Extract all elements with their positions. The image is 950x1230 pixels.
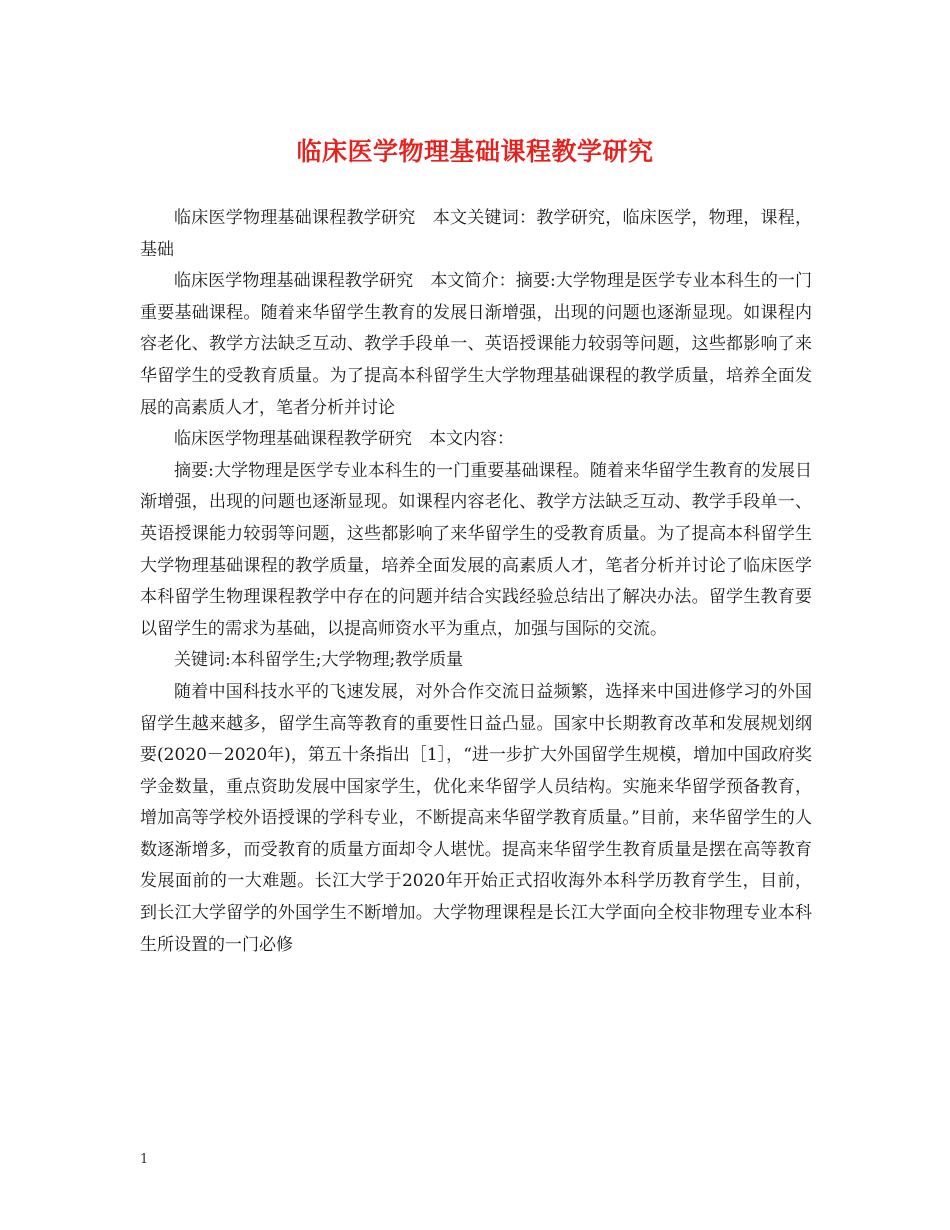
paragraph-content-heading: 临床医学物理基础课程教学研究 本文内容： [174, 429, 514, 450]
page-number: 1 [140, 1152, 149, 1167]
paragraph-abstract: 摘要:大学物理是医学专业本科生的一门重要基础课程。随着来华留学生教育的发展日渐增强，出现的问题也逐渐显现。如课程内容老化、教学方法缺乏互动、教学手段单一、英语授课能力较弱等问题，这些都影响了来华留学生的受教育质量。为了提高本科留学生大学物理基础课程的教学质量，培养全面发展的高素质人才，笔者分析并讨论了临床医学本科留学生物理课程教学中存在的问题并结合实践经验总结出了解决办法。留学生教育要以留学生的需求为基础，以提高师资水平为重点，加强与国际的交流。 [140, 460, 812, 639]
paragraph-summary-intro: 临床医学物理基础课程教学研究 本文简介：摘要:大学物理是医学专业本科生的一门重要基础课程。随着来华留学生教育的发展日渐增强，出现的问题也逐渐显现。如课程内容老化、教学方法缺乏互动、教学手段单一、英语授课能力较弱等问题，这些都影响了来华留学生的受教育质量。为了提高本科留学生大学物理基础课程的教学质量，培养全面发展的高素质人才，笔者分析并讨论 [140, 271, 812, 418]
paragraph-body: 随着中国科技水平的飞速发展，对外合作交流日益频繁，选择来中国进修学习的外国留学生越来越多，留学生高等教育的重要性日益凸显。国家中长期教育改革和发展规划纲要(2020－2020年)，第五十条指出［1］，“进一步扩大外国留学生规模，增加中国政府奖学金数量，重点资助发展中国家学生，优化来华留学人员结构。实施来华留学预备教育，增加高等学校外语授课的学科专业，不断提高来华留学教育质量。”目前，来华留学生的人数逐渐增多，而受教育的质量方面却令人堪忧。提高来华留学生教育质量是摆在高等教育发展面前的一大难题。长江大学于2020年开始正式招收海外本科学历教育学生，目前，到长江大学留学的外国学生不断增加。大学物理课程是长江大学面向全校非物理专业本科生所设置的一门必修 [140, 681, 812, 955]
document-body [140, 203, 812, 961]
paragraph-keywords-intro: 临床医学物理基础课程教学研究 本文关键词：教学研究，临床医学，物理，课程，基础 [140, 208, 812, 260]
paragraph-keywords: 关键词:本科留学生;大学物理;教学质量 [174, 650, 464, 671]
document-title: 临床医学物理基础课程教学研究 [296, 137, 654, 166]
